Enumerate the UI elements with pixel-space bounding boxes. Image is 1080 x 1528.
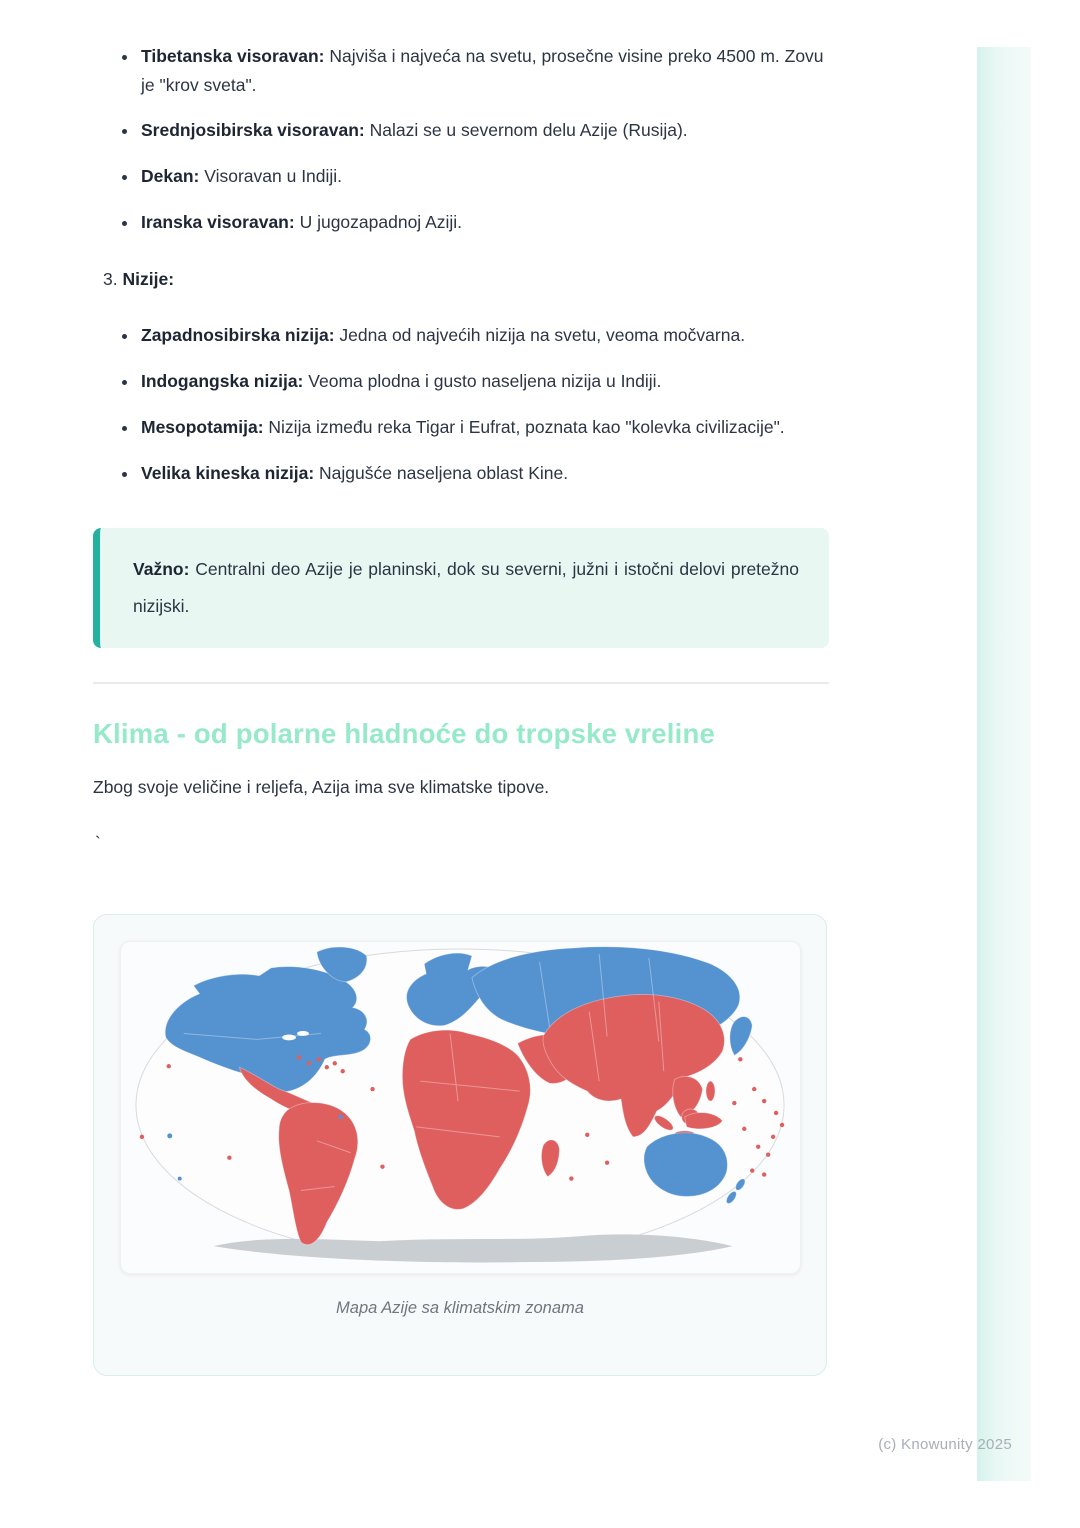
- world-map-image: [121, 942, 800, 1273]
- list-desc: Nizija između reka Tigar i Eufrat, poznata kao "kolevka civilizacije".: [268, 416, 785, 437]
- list-item-mesopotamija: [139, 413, 829, 442]
- list-term: Iranska visoravan:: [141, 211, 295, 232]
- list-desc: U jugozapadnoj Aziji.: [299, 211, 463, 232]
- list-desc: Najgušće naseljena oblast Kine.: [319, 462, 569, 483]
- list-item-zapadnosibirska: [139, 321, 829, 350]
- intro-paragraph: Zbog svoje veličine i reljefa, Azija ima sve klimatske tipove.: [93, 776, 550, 797]
- list-item-iranska: [139, 208, 829, 237]
- map-caption: Mapa Azije sa klimatskim zonama: [336, 1298, 584, 1317]
- map-panel: [120, 941, 801, 1274]
- number-label: Nizije:: [122, 269, 175, 290]
- region-philippines: [706, 1081, 715, 1101]
- copyright-footer: (c) Knowunity 2025: [878, 1436, 1012, 1453]
- list-term: Srednjosibirska visoravan:: [141, 120, 365, 141]
- callout-important: [93, 528, 829, 648]
- list-item-indogangska: [139, 367, 829, 396]
- section-divider: [93, 682, 829, 684]
- lowlands-list: [93, 321, 829, 487]
- map-card: [93, 914, 827, 1376]
- stray-backtick: `: [95, 832, 101, 853]
- list-item-dekan: [139, 162, 829, 191]
- list-term: Mesopotamija:: [141, 416, 264, 437]
- list-item-srednjosibirska: [139, 116, 829, 145]
- number: 3.: [103, 269, 118, 290]
- list-term: Zapadnosibirska nizija:: [141, 325, 335, 346]
- list-item-tibetanska: [139, 42, 829, 99]
- callout-label: Važno:: [133, 559, 190, 580]
- list-desc: Visoravan u Indiji.: [204, 166, 343, 187]
- list-desc: Najviša i najveća na svetu, prosečne visine preko 4500 m. Zovu je "krov sveta".: [141, 46, 824, 95]
- numbered-heading-nizije: [103, 265, 829, 293]
- list-term: Dekan:: [141, 166, 200, 187]
- list-desc: Jedna od najvećih nizija na svetu, veoma močvarna.: [339, 325, 746, 346]
- list-term: Tibetanska visoravan:: [141, 46, 325, 66]
- callout-text: [133, 551, 799, 625]
- callout-body: Centralni deo Azije je planinski, dok su severni, južni i istočni delovi pretežno nizijski.: [133, 559, 799, 616]
- list-desc: Nalazi se u severnom delu Azije (Rusija).: [369, 120, 688, 141]
- list-item-velika-kineska: [139, 459, 829, 488]
- list-desc: Veoma plodna i gusto naseljena nizija u Indiji.: [308, 371, 662, 392]
- plateau-list: [93, 42, 829, 236]
- list-term: Velika kineska nizija:: [141, 462, 315, 483]
- document-content: [93, 42, 829, 1376]
- right-accent-bar: [977, 47, 1031, 1481]
- list-term: Indogangska nizija:: [141, 371, 304, 392]
- section-heading-klima: Klima - od polarne hladnoće do tropske vreline: [93, 717, 715, 749]
